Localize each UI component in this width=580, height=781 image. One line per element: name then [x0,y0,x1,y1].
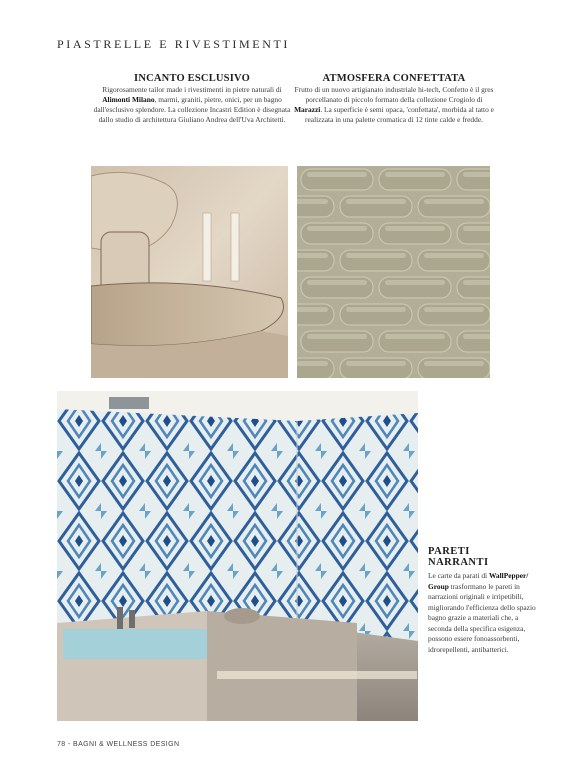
article-body: Rigorosamente tailor made i rivestimenti in pietre naturali di Alimonti Milano, marmi, graniti, pietre, onici, per un bagno dall'esclusivo splendore. La collezione Incastri Edition è disegnata dallo studio di architettura Giuliano Andrea dell'Uva Architetti. [93,85,291,125]
article-atmosfera [294,73,494,125]
page-footer: 78 - BAGNI & WELLNESS DESIGN [57,741,180,748]
wallpaper-bathroom-photo [57,391,418,721]
stone-bathroom-photo [91,166,288,378]
confetto-tiles-photo [297,166,490,378]
brand-name: WallPepper/ Group [428,571,529,591]
article-body: Frutto di un nuovo artigianato industriale hi-tech, Confetto è il gres porcellanato di piccolo formato della collezione Crogiolo di Marazzi. La superficie è semi opaca, 'confettata', morbida al tatto e realizzata in una palette cromatica di 12 tinte calde e fredde. [294,85,494,125]
article-title: ATMOSFERA CONFETTATA [322,73,466,84]
brand-name: Marazzi [294,105,321,115]
feature-pareti-narranti [428,546,538,655]
feature-body: Le carte da parati di WallPepper/ Group trasformano le pareti in narrazioni originali e irripetibili, migliorando l'efficienza dello spazio bagno grazie a materiali che, a seconda della specifica esigenza, possono essere fonoassorbenti, idrorepellenti, antibatterici. [428,571,536,654]
article-title: INCANTO ESCLUSIVO [134,73,250,84]
article-incanto [92,73,292,125]
section-title: PIASTRELLE E RIVESTIMENTI [57,37,290,51]
feature-title: PARETI NARRANTI [428,546,489,568]
brand-name: Alimonti Milano [102,95,155,105]
